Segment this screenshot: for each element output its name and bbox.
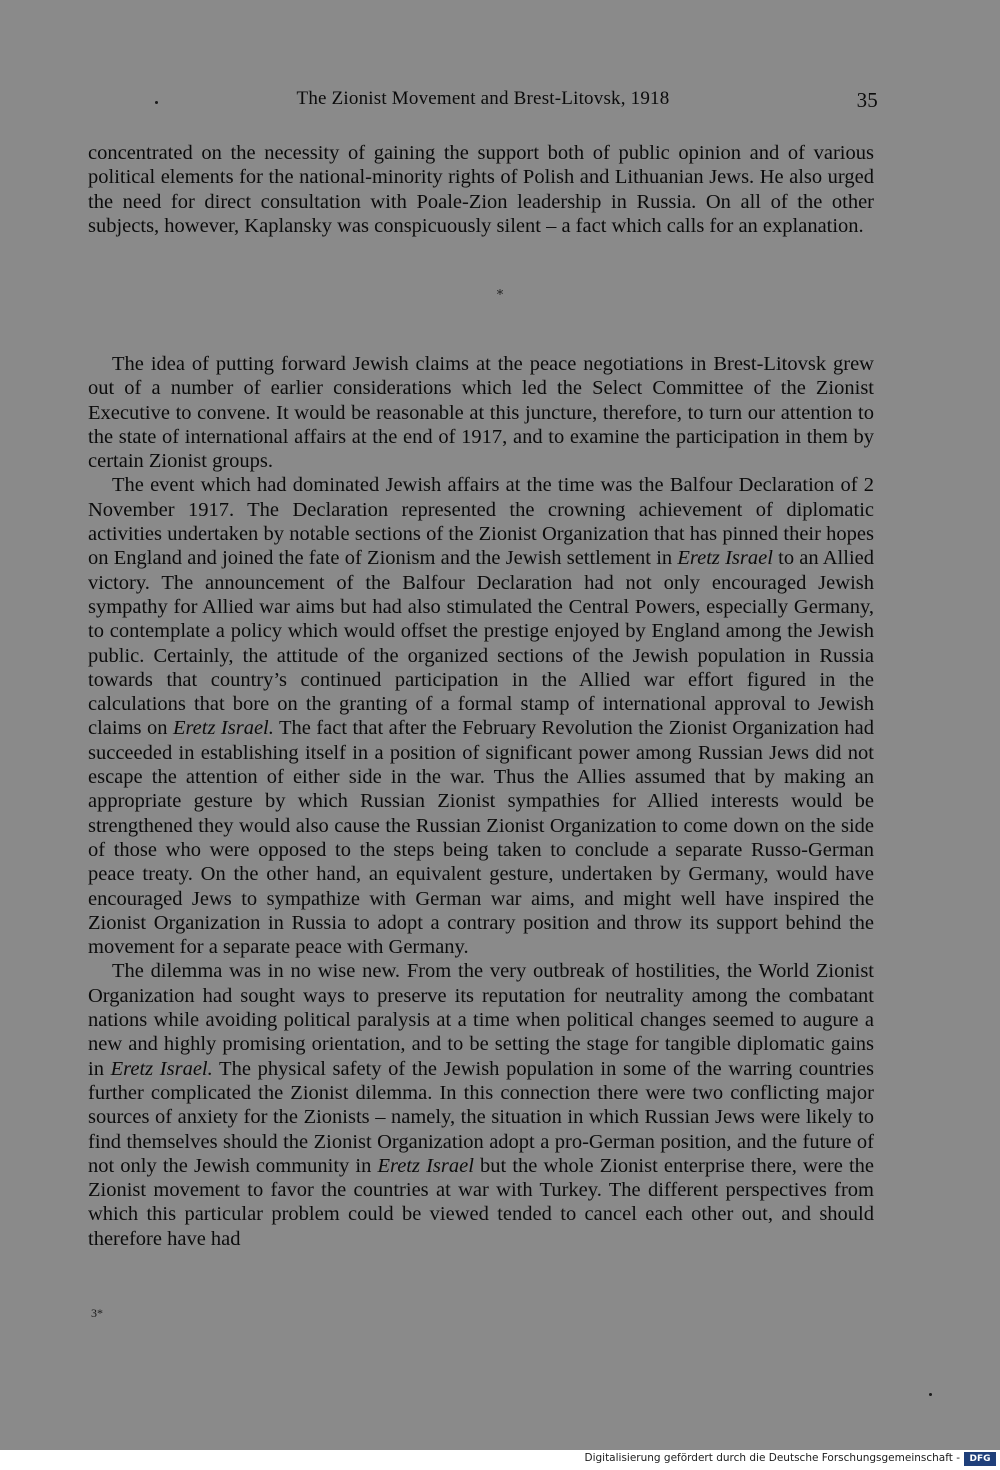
paragraph-1: The idea of putting forward Jewish claims at the peace negotiations in Brest-Litovsk grew out of a number of earlier considerations which led the Select Committee of the Zionist Executive to convene. It would be reasonable at this juncture, therefore, to turn our attention to the state of international affairs at the end of 1917, and to examine the participation in them by certain Zionist groups. [88,353,874,473]
paragraph-3-italic-eretz-israel-1: Eretz Israel. [110,1057,213,1080]
section-separator-asterisk: * [496,288,504,303]
paragraph-3-text-b: The physical safety of the Jewish population in some of the warring countries further complicated the Zionist dilemma. In this connection there were two conflicting major sources of anxiety for the Zionists – namely, the situation in which Russian Jews were likely to find themselves should the Zionist Organization adopt a pro-German position, and the future of not only the Jewish community in [88,1057,874,1177]
paragraph-2-italic-eretz-israel-1: Eretz Israel [677,547,773,570]
paragraph-2 [88,473,874,959]
running-head [88,88,878,112]
paragraph-3 [88,959,874,1251]
printer-signature-mark: 3* [91,1306,103,1320]
paragraph-2-text-b: to an Allied victory. The announcement of the Balfour Declaration had not only encouraged Jewish sympathy for Allied war aims but had also stimulated the Central Powers, especially Germany, to contemplate a policy which would offset the prestige enjoyed by England among the Jewish public. Certainly, the attitude of the organized sections of the Jewish population in Russia towards that country’s continued participation in the Allied war effort figured in the calculations that bore on the granting of a formal stamp of international approval to Jewish claims on [88,547,874,740]
paragraph-3-text-c: but the whole Zionist enterprise there, were the Zionist movement to favor the countries at war with Turkey. The different perspectives from which this particular problem could be viewed tended to cancel each other out, and should therefore have had [88,1154,874,1250]
paragraph-continuation: concentrated on the necessity of gaining the support both of public opinion and of various political elements for the national-minority rights of Polish and Lithuanian Jews. He also urged the need for direct consultation with Poale-Zion leadership in Russia. On all of the other subjects, however, Kaplansky was conspicuously silent – a fact which calls for an explanation. [88,142,874,237]
paragraph-3-text-a: The dilemma was in no wise new. From the very outbreak of hostilities, the World Zionist Organization had sought ways to preserve its reputation for neutrality among the combatant nations while avoiding political paralysis at a time when political changes seemed to augure a new and highly promising orientation, and to be setting the stage for tangible diplomatic gains in [88,960,874,1080]
paragraph-2-text-a: The event which had dominated Jewish affairs at the time was the Balfour Declaration of 2 November 1917. The Declaration represented the crowning achievement of diplomatic activities undertaken by notable sections of the Zionist Organization that has pinned their hopes on England and joined the fate of Zionism and the Jewish settlement in [88,474,874,570]
running-title: The Zionist Movement and Brest-Litovsk, 1918 [296,88,670,109]
section-body [88,352,874,1251]
funding-credit: Digitalisierung gefördert durch die Deutsche Forschungsgemeinschaft - [584,1452,960,1464]
scan-speck-bottom-right [929,1393,932,1396]
paragraph-3-italic-eretz-israel-2: Eretz Israel [377,1154,474,1177]
dfg-logo: DFG [964,1452,996,1466]
paragraph-2-text-c: The fact that after the February Revolution the Zionist Organization had succeeded in establishing itself in a position of significant power among Russian Jews did not escape the attention of either side in the war. Thus the Allies assumed that by making an appropriate gesture by which Russian Zionist sympathies for Allied interests would be strengthened they would also cause the Russian Zionist Organization to come down on the side of those who were opposed to the steps being taken to conclude a separate Russo-German peace treaty. On the other hand, an equivalent gesture, undertaken by Germany, would have encouraged Jews to sympathize with German war aims, and might well have inspired the Zionist Organization in Russia to adopt a contrary position and throw its support behind the movement for a separate peace with Germany. [88,717,874,959]
digitization-footer [0,1450,1000,1470]
continued-paragraph [88,141,874,238]
paragraph-2-italic-eretz-israel-2: Eretz Israel. [172,717,274,740]
scan-speck-top-left [155,101,158,104]
page-number: 35 [856,88,878,112]
